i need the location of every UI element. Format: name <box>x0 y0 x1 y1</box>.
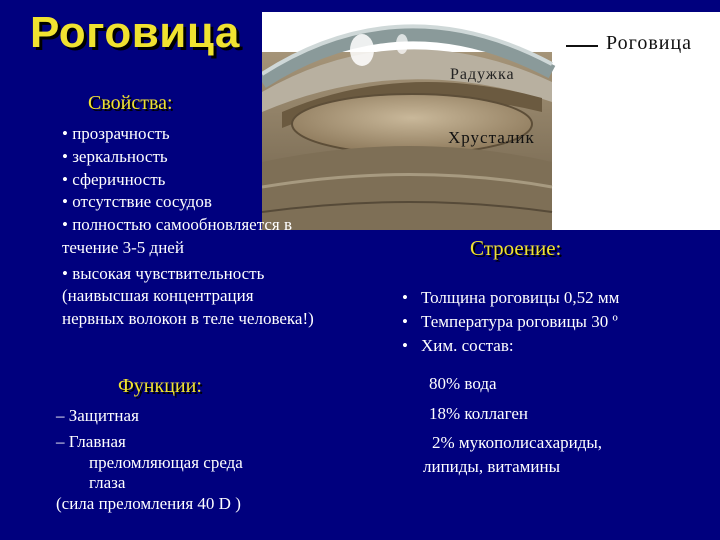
composition-item: 18% коллаген <box>429 404 528 423</box>
properties-item: • высокая чувствительность <box>62 263 265 283</box>
properties-item: • зеркальность <box>62 146 168 166</box>
functions-heading: Функции: <box>118 375 202 397</box>
functions-item: преломляющая среда <box>89 452 243 472</box>
properties-item: течение 3-5 дней <box>62 237 184 257</box>
lens-figure-label: Хрусталик <box>448 128 535 147</box>
bullet-icon: • <box>402 312 408 332</box>
properties-item: нервных волокон в теле человека!) <box>62 309 314 329</box>
structure-item: • Хим. состав: <box>402 334 619 358</box>
functions-list <box>56 406 243 514</box>
bullet-icon: • <box>402 336 408 356</box>
structure-heading: Строение: <box>470 236 562 260</box>
properties-item: • прозрачность <box>62 124 170 143</box>
bullet-icon: • <box>402 288 408 307</box>
functions-item: глаза <box>89 473 126 493</box>
properties-item: • отсутствие сосудов <box>62 192 212 212</box>
structure-item: • Температура роговицы 30 º <box>402 310 619 334</box>
properties-item: • полностью самообновляется в <box>62 215 292 235</box>
properties-heading: Свойства: <box>88 92 173 114</box>
properties-item: (наивысшая концентрация <box>62 286 254 306</box>
functions-item: – Защитная <box>56 406 139 425</box>
properties-list <box>62 123 314 331</box>
composition-item: 2% мукополисахариды, <box>432 433 603 452</box>
composition-item: липиды, витамины <box>423 457 561 476</box>
cornea-pointer-line <box>566 45 598 47</box>
slide-title: Роговица <box>30 8 240 57</box>
functions-item: (сила преломления 40 D ) <box>56 493 241 513</box>
composition-item: 80% вода <box>429 374 497 393</box>
iris-figure-label: Радужка <box>450 66 515 83</box>
eye-cross-section-figure <box>262 12 720 230</box>
structure-item: • Толщина роговицы 0,52 мм <box>402 286 619 310</box>
functions-item: – Главная <box>56 432 126 452</box>
properties-item: • сферичность <box>62 169 166 189</box>
cornea-figure-label: Роговица <box>606 32 693 54</box>
structure-list <box>402 286 619 358</box>
